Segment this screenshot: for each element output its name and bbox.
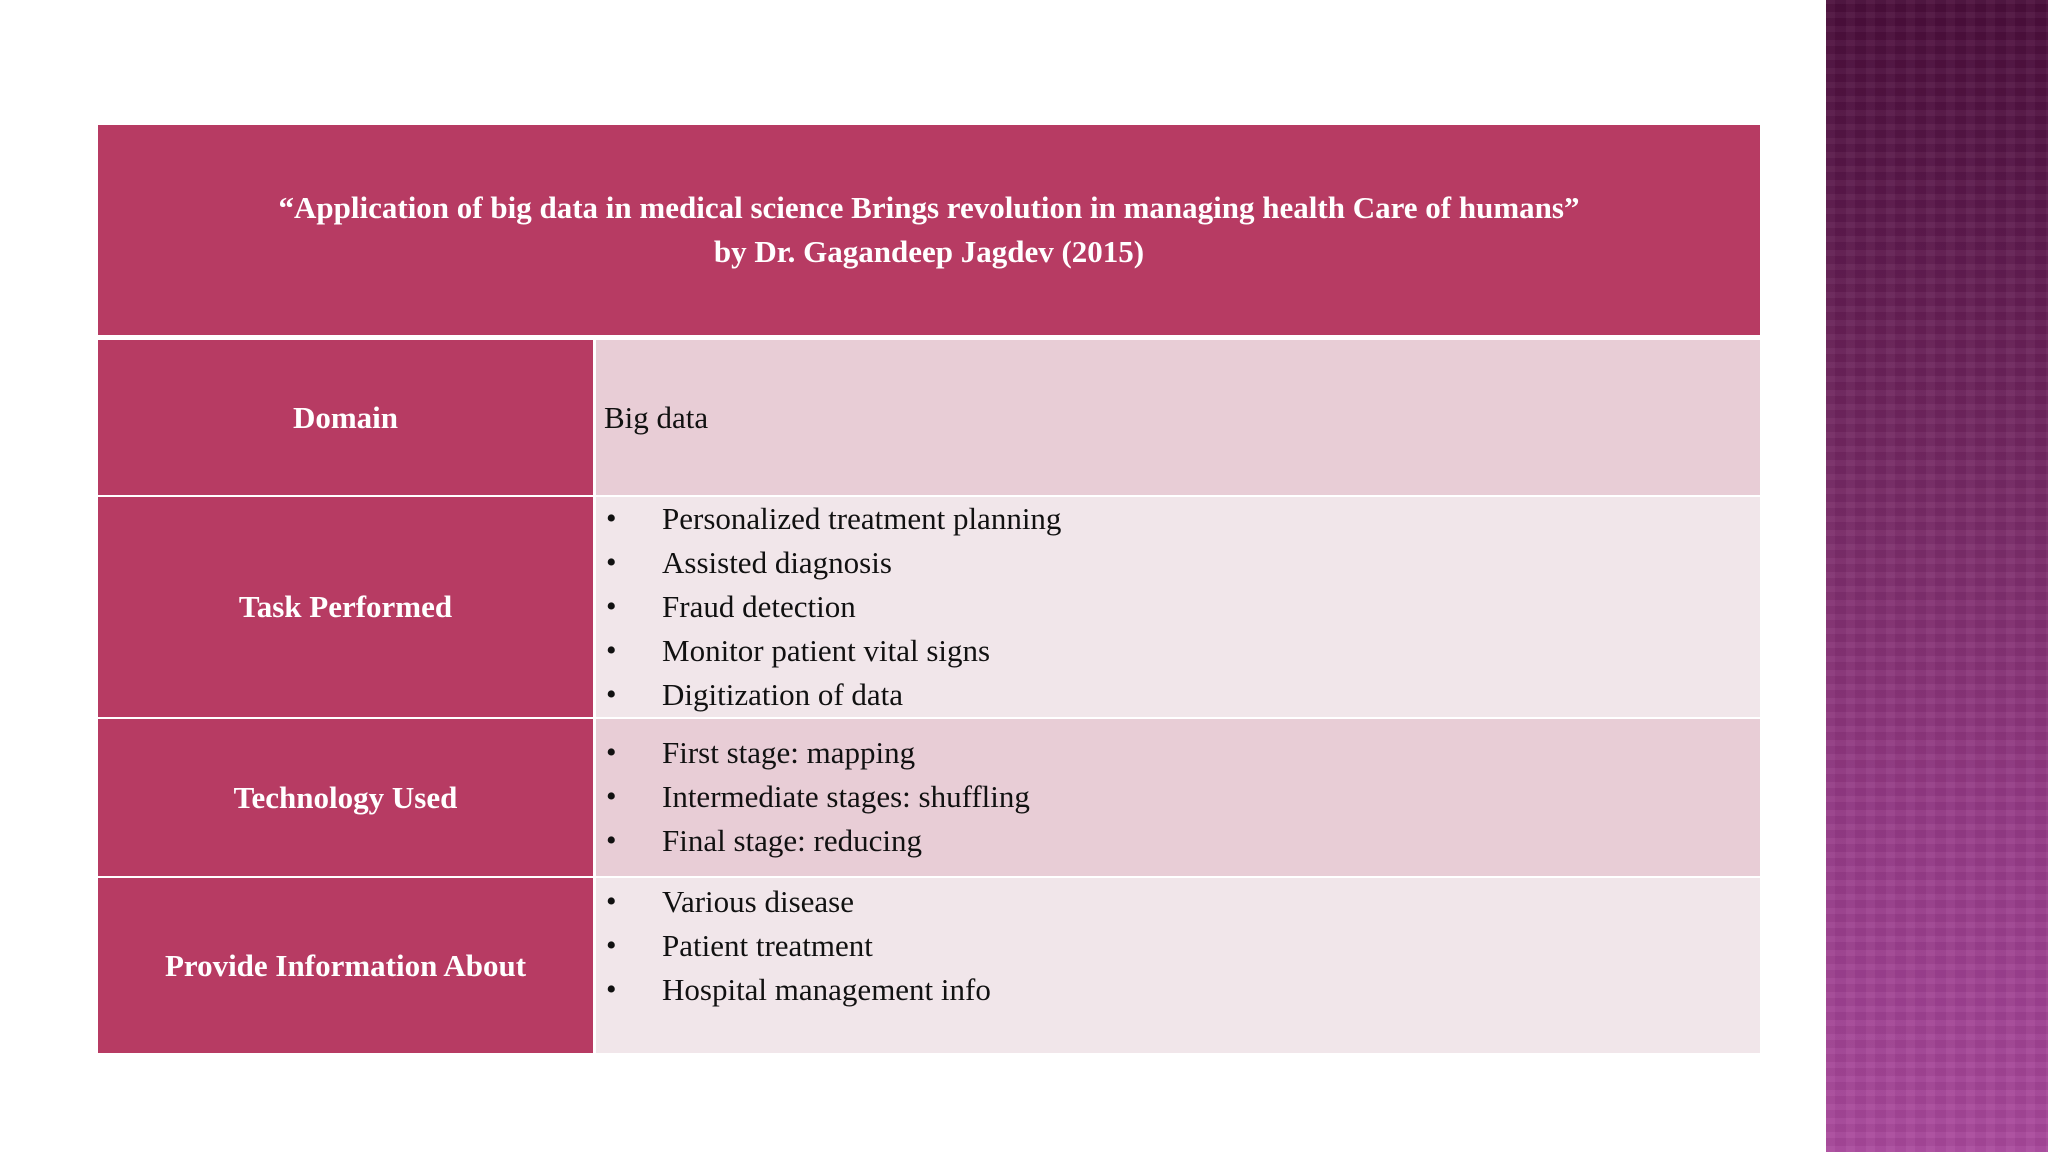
- list-item: • Hospital management info: [604, 968, 1760, 1012]
- row-value-domain: [596, 340, 1760, 495]
- table-header: [98, 125, 1760, 335]
- list-item: • Various disease: [604, 880, 1760, 924]
- row-label-domain: Domain: [98, 340, 596, 495]
- paper-author: by Dr. Gagandeep Jagdev (2015): [713, 234, 1145, 269]
- list-item: • First stage: mapping: [604, 731, 1760, 775]
- list-item: • Final stage: reducing: [604, 819, 1760, 863]
- list-item: • Assisted diagnosis: [604, 541, 1061, 585]
- paper-title: “Application of big data in medical science Brings revolution in managing health Care of humans”: [278, 190, 1580, 225]
- task-list: [604, 497, 1061, 717]
- row-label-provide-information: Provide Information About: [98, 878, 596, 1053]
- list-item: • Fraud detection: [604, 585, 1061, 629]
- list-item: • Patient treatment: [604, 924, 1760, 968]
- table-row-domain: [98, 340, 1760, 497]
- technology-list: [604, 731, 1760, 863]
- table-row-technology-used: [98, 719, 1760, 878]
- row-label-task-performed: Task Performed: [98, 497, 596, 717]
- list-item: • Personalized treatment planning: [604, 497, 1061, 541]
- summary-table: [98, 125, 1760, 1053]
- row-label-technology-used: Technology Used: [98, 719, 596, 876]
- list-item: • Intermediate stages: shuffling: [604, 775, 1760, 819]
- list-item: • Monitor patient vital signs: [604, 629, 1061, 673]
- row-value-technology-used: [596, 719, 1760, 876]
- list-item: • Digitization of data: [604, 673, 1061, 717]
- table-row-task-performed: [98, 497, 1760, 719]
- row-value-provide-information: [596, 878, 1760, 1053]
- decorative-side-band: [1826, 0, 2048, 1152]
- table-row-provide-information: [98, 878, 1760, 1053]
- row-value-task-performed: [596, 497, 1760, 717]
- domain-value: Big data: [604, 399, 709, 435]
- information-list: [604, 880, 1760, 1012]
